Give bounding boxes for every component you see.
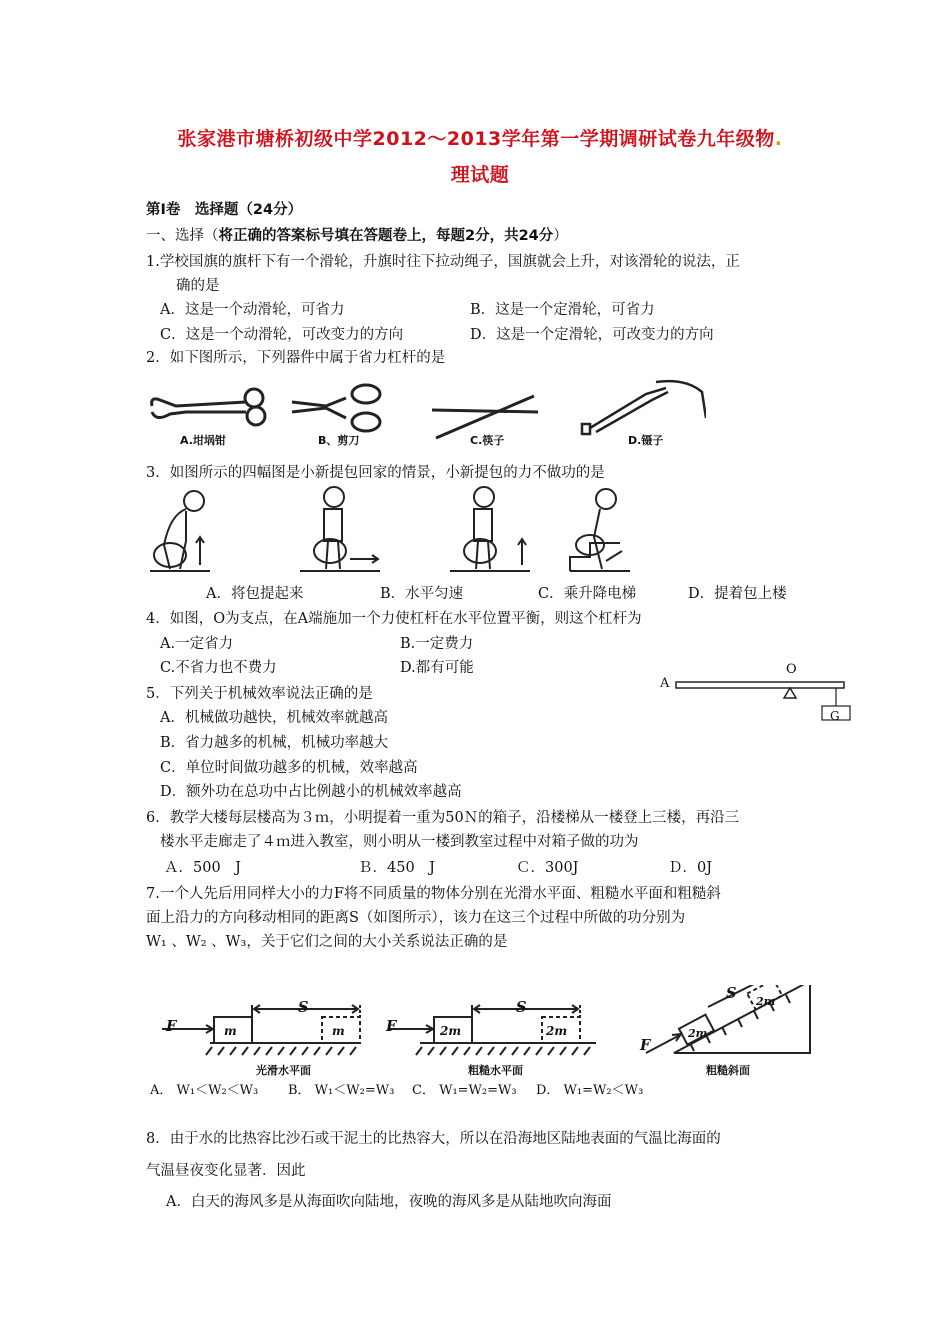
q6-option-b: Ｂ．450 J (358, 860, 435, 876)
q3-figures (150, 485, 650, 577)
q1-stem-cont: 确的是 (176, 278, 220, 294)
stairs-figure (570, 489, 630, 571)
q2-caption-c: C.筷子 (470, 434, 505, 447)
instr-suffix: ） (553, 228, 568, 244)
q2-caption-a: A.坩埚钳 (180, 434, 226, 447)
q6-stem-cont: 楼水平走廊走了４ｍ进入教室，则小明从一楼到教室过程中对箱子做的功为 (160, 834, 639, 850)
q5-option-a: A．机械做功越快，机械效率就越高 (160, 710, 388, 726)
q7-caption-a: 光滑水平面 (256, 1064, 311, 1077)
q6-option-a: Ａ．500 J (164, 860, 241, 876)
q6-option-d: Ｄ．0J (668, 860, 713, 876)
q7-stem-cont: 面上沿力的方向移动相同的距离S（如图所示），该力在这三个过程中所做的功分别为 (146, 910, 686, 926)
q5-stem: 5．下列关于机械效率说法正确的是 (146, 686, 373, 702)
q7-option-c: C． W₁=W₂=W₃ (412, 1083, 517, 1098)
q2-tools-figure (146, 378, 706, 450)
q1-option-d: D．这是一个定滑轮，可改变力的方向 (470, 327, 714, 343)
q3-option-a: A．将包提起来 (206, 586, 304, 602)
q7-distance-label-2: S (516, 999, 527, 1016)
lever-diagram (656, 666, 856, 726)
q6-stem: 6．教学大楼每层楼高为３ｍ，小明提着一重为50Ｎ的箱子，沿楼梯从一楼登上三楼，再沿三 (146, 810, 740, 826)
q4-option-c: C.不省力也不费力 (160, 660, 277, 676)
lift-bag-figure (150, 491, 210, 571)
title-dot: . (774, 128, 783, 150)
q7-force-label-2: F (386, 1018, 397, 1035)
q3-stem: 3．如图所示的四幅图是小新提包回家的情景，小新提包的力不做功的是 (146, 465, 605, 481)
q7-distance-label-1: S (298, 999, 309, 1016)
q1-option-a: A．这是一个动滑轮，可省力 (160, 302, 345, 318)
q7-mass-label-1: m (224, 1024, 237, 1038)
q3-option-d: D．提着包上楼 (688, 586, 787, 602)
q4-option-d: D.都有可能 (400, 660, 474, 676)
walk-horizontal-figure (300, 487, 380, 571)
q1-option-c: C．这是一个动滑轮，可改变力的方向 (160, 327, 404, 343)
crucible-tongs-icon (152, 389, 265, 425)
exam-title-line1 (110, 124, 850, 151)
tweezers-icon (582, 381, 706, 434)
q8-stem-cont: 气温昼夜变化显著．因此 (146, 1163, 306, 1179)
q5-option-d: D．额外功在总功中占比例越小的机械效率越高 (160, 784, 462, 800)
q4-option-b: B.一定费力 (400, 636, 474, 652)
q7-force-label-1: F (166, 1018, 177, 1035)
lever-label-o: O (786, 662, 797, 677)
q5-option-b: B．省力越多的机械，机械功率越大 (160, 735, 389, 751)
title-text-1: 张家港市塘桥初级中学2012～2013学年第一学期调研试卷九年级物 (177, 128, 775, 150)
q7-force-label-3: F (640, 1037, 651, 1054)
q5-option-c: C．单位时间做功越多的机械，效率越高 (160, 760, 418, 776)
q4-stem: 4．如图，O为支点，在A端施加一个力使杠杆在水平位置平衡，则这个杠杆为 (146, 611, 642, 627)
instr-bold: 将正确的答案标号填在答题卷上，每题2分，共24分 (218, 228, 554, 244)
q7-option-d: D． W₁=W₂＜W₃ (536, 1083, 644, 1098)
q6-option-c: Ｃ．300J (516, 860, 579, 876)
q2-caption-d: D.镊子 (628, 434, 664, 447)
q3-option-c: C．乘升降电梯 (538, 586, 637, 602)
q1-stem: 1.学校国旗的旗杆下有一个滑轮，升旗时往下拉动绳子，国旗就会上升，对该滑轮的说法，正 (146, 254, 740, 270)
elevator-figure (450, 487, 530, 571)
q2-stem: 2．如下图所示，下列器件中属于省力杠杆的是 (146, 350, 446, 366)
q7-option-a: A． W₁＜W₂＜W₃ (150, 1083, 259, 1098)
q7-distance-label-3: S (726, 985, 737, 1002)
q7-mass-label-1b: m (332, 1024, 345, 1038)
q7-option-b: B． W₁＜W₂=W₃ (288, 1083, 395, 1098)
scissors-icon (292, 385, 380, 431)
exam-title-line2: 理试题 (450, 164, 510, 186)
q7-mass-label-2: 2m (440, 1024, 462, 1038)
q7-mass-label-3b: 2m (756, 995, 776, 1008)
lever-label-a: A (660, 676, 670, 691)
q8-option-a: A．白天的海风多是从海面吹向陆地，夜晚的海风多是从陆地吹向海面 (166, 1194, 612, 1210)
q7-mass-label-3: 2m (688, 1027, 708, 1040)
q7-stem-cont2: W₁ 、W₂ 、W₃，关于它们之间的大小关系说法正确的是 (146, 934, 508, 950)
q7-caption-b: 粗糙水平面 (468, 1064, 523, 1077)
section-heading: 第Ⅰ卷 选择题（24分） (146, 202, 303, 218)
q7-stem: 7.一个人先后用同样大小的力F将不同质量的物体分别在光滑水平面、粗糙水平面和粗糙斜 (146, 886, 721, 902)
q7-mass-label-2b: 2m (546, 1024, 568, 1038)
smooth-surface-figure (162, 1005, 360, 1055)
instr-prefix: 一、选择（ (146, 228, 219, 244)
q4-option-a: A.一定省力 (160, 636, 234, 652)
q1-option-b: B．这是一个定滑轮，可省力 (470, 302, 655, 318)
instructions (146, 226, 568, 246)
lever-label-g: G (830, 709, 840, 723)
q8-stem: 8．由于水的比热容比沙石或干泥土的比热容大，所以在沿海地区陆地表面的气温比海面的 (146, 1131, 721, 1147)
q3-option-b: B．水平匀速 (380, 586, 464, 602)
q2-caption-b: B、剪刀 (318, 434, 360, 447)
q7-caption-c: 粗糙斜面 (706, 1064, 750, 1077)
